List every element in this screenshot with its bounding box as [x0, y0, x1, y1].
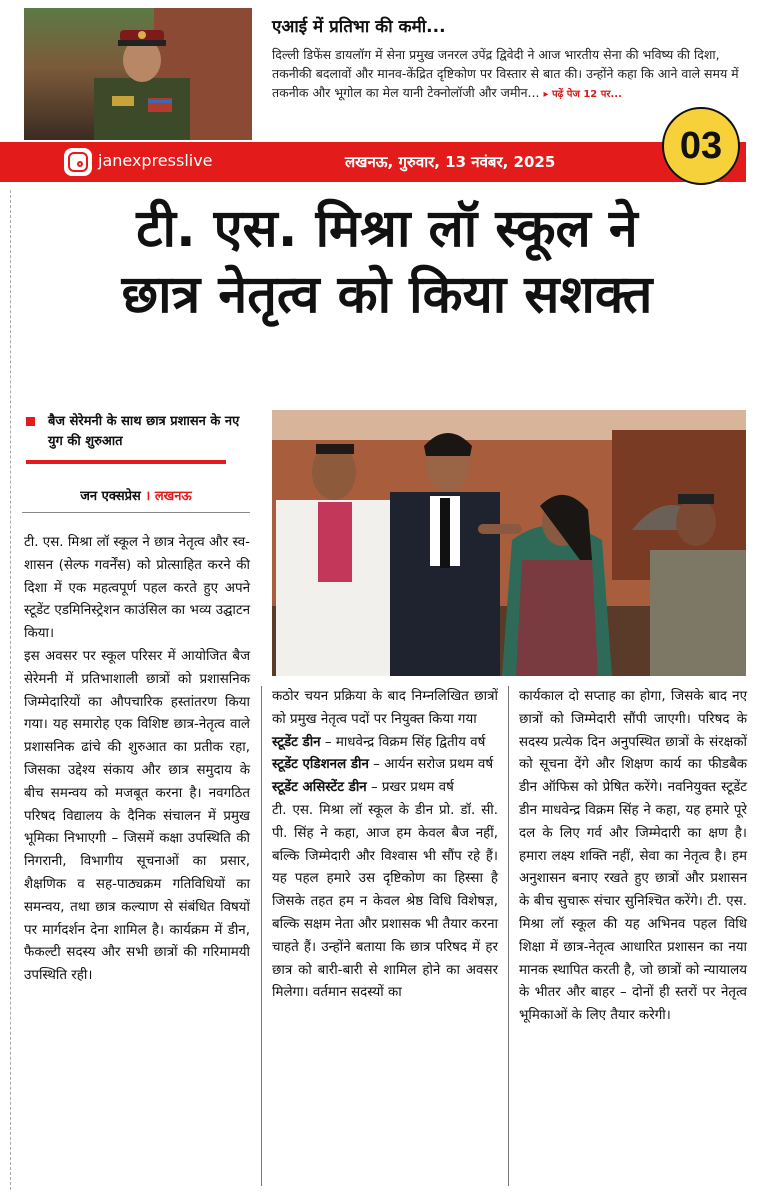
byline-source: जन एक्सप्रेस [80, 489, 141, 504]
paragraph: इस अवसर पर स्कूल परिसर में आयोजित बैज सेरेमनी में प्रतिभाशाली छात्रों को प्रशासनिक जिम्मेदारियों का औपचारिक हस्तांतरण किया गया। यह समारोह एक विशिष्ट छात्र-नेतृत्व वाले प्रशासनिक ढांचे की शुरुआत का प्रतीक रहा, जिसका उद्देश्य संकाय और छात्र समुदाय के बीच समन्वय को मजबूत करना है। नवगठित परिषद विद्यालय के दैनिक संचालन में प्रमुख भूमिका निभाएगी – जिसमें कक्षा उपस्थिति की निगरानी, विभागीय सूचनाओं का प्रसार, शैक्षणिक व सह-पाठ्यक्रम गतिविधियों का समन्वय, तथा छात्र कल्याण से संबंधित विषयों पर मार्गदर्शन देना शामिल है। कार्यक्रम में डीन, फैकल्टी सदस्य और सभी छात्रों की गरिमामयी उपस्थिति रही। [24, 648, 250, 984]
army-chief-photo [24, 8, 252, 140]
continued-on-page-link[interactable]: ▸ पढ़ें पेज 12 पर... [543, 89, 622, 100]
appointment-role: स्टूडेंट एडिशनल डीन [272, 757, 369, 773]
byline [22, 486, 250, 504]
paragraph: टी. एस. मिश्रा लॉ स्कूल के डीन प्रो. डॉ. सी. पी. सिंह ने कहा, आज हम केवल बैज नहीं, बल्कि जिम्मेदारी और विश्वास भी सौंप रहे हैं। यह पहल हमारे उस दृष्टिकोण का हिस्सा है जिसके तहत हम न केवल श्रेष्ठ विधि विशेषज्ञ, बल्कि सक्षम नेता और प्रशासक भी तैयार करना चाहते हैं। उन्होंने बताया कि छात्र परिषद में हर छात्र को बारी-बारी से शामिल होने का अवसर मिलेगा। वर्तमान सदस्यों का [272, 802, 498, 1001]
column-divider [508, 686, 509, 1186]
kicker-rule [26, 460, 226, 464]
instagram-icon [64, 148, 92, 176]
ceremony-illustration [272, 410, 746, 676]
masthead-bar [0, 142, 746, 182]
appointment-item [272, 754, 498, 777]
badge-ceremony-photo [272, 410, 746, 676]
paragraph: कठोर चयन प्रक्रिया के बाद निम्नलिखित छात्रों को प्रमुख नेतृत्व पदों पर नियुक्त किया गया [272, 689, 498, 727]
teaser-block[interactable] [22, 6, 747, 138]
dateline: लखनऊ, गुरुवार, 13 नवंबर, 2025 [345, 153, 556, 171]
main-headline [0, 196, 774, 328]
appointment-item [272, 777, 498, 800]
headline-line-1: टी. एस. मिश्रा लॉ स्कूल ने [136, 199, 638, 259]
page-number-badge: 03 [662, 107, 740, 185]
headline-line-2: छात्र नेतृत्व को किया सशक्त [121, 265, 653, 325]
kicker-text: बैज सेरेमनी के साथ छात्र प्रशासन के नए युग की शुरुआत [48, 414, 240, 449]
red-square-bullet-icon [26, 417, 35, 426]
page-edge-rule [10, 190, 11, 1190]
appointment-item [272, 732, 498, 755]
article-column-2 [272, 686, 498, 1005]
appointment-role: स्टूडेंट असिस्टेंट डीन [272, 780, 367, 796]
column-divider [261, 686, 262, 1186]
teaser-summary [272, 45, 742, 104]
kicker [22, 412, 250, 464]
article-column-3 [519, 686, 747, 1028]
paragraph: कार्यकाल दो सप्ताह का होगा, जिसके बाद नए छात्रों को जिम्मेदारी सौंपी जाएगी। परिषद के सदस्य प्रत्येक दिन अनुपस्थित छात्रों के संरक्षकों को सूचना देंगे और शिक्षण कार्य का फीडबैक डीन ऑफिस को प्रेषित करेंगे। नवनियुक्त स्टूडेंट डीन माधवेन्द्र विक्रम सिंह ने कहा, यह हमारे पूरे दल के लिए गर्व और जिम्मेदारी का क्षण है। हमारा लक्ष्य शक्ति नहीं, सेवा का नेतृत्व है। हम अनुशासन बनाए रखते हुए छात्रों और प्रशासन के बीच सुचारू संचार सुनिश्चित करेंगे। टी. एस. मिश्रा लॉ स्कूल की यह अभिनव पहल विधि शिक्षा में छात्र-नेतृत्व आधारित प्रशासन का नया मानक स्थापित करती है, जो छात्रों को न्यायालय के भीतर और बाहर – दोनों ही स्तरों पर नेतृत्व भूमिकाओं के लिए तैयार करेगी। [519, 689, 747, 1024]
appointment-role: स्टूडेंट डीन [272, 734, 321, 750]
army-officer-figure [76, 16, 206, 140]
appointment-name: – प्रखर प्रथम वर्ष [366, 780, 454, 796]
appointment-name: – आर्यन सरोज प्रथम वर्ष [368, 757, 494, 773]
byline-rule [22, 512, 250, 513]
paragraph: टी. एस. मिश्रा लॉ स्कूल ने छात्र नेतृत्व और स्व-शासन (सेल्फ गवर्नेंस) को प्रोत्साहित करने की दिशा में एक महत्वपूर्ण पहल करते हुए अपने स्टूडेंट एडमिनिस्ट्रेशन काउंसिल का भव्य उद्घाटन किया। [24, 535, 250, 642]
teaser-summary-text: दिल्ली डिफेंस डायलॉग में सेना प्रमुख जनरल उपेंद्र द्विवेदी ने आज भारतीय सेना की भविष्य की दिशा, तकनीकी बदलावों और मानव-केंद्रित दृष्टिकोण पर विस्तार से बात की। उन्होंने कहा कि आने वाले समय में तकनीक और भूगोल का मेल यानी टेक्नोलॉजी और जमीन... [272, 47, 739, 100]
byline-separator: । [140, 489, 155, 504]
article-column-1 [24, 532, 250, 988]
appointment-name: – माधवेन्द्र विक्रम सिंह द्वितीय वर्ष [320, 734, 486, 750]
social-handle: janexpresslive [98, 151, 213, 170]
byline-city: लखनऊ [154, 489, 192, 504]
teaser-title[interactable]: एआई में प्रतिभा की कमी... [272, 17, 446, 37]
